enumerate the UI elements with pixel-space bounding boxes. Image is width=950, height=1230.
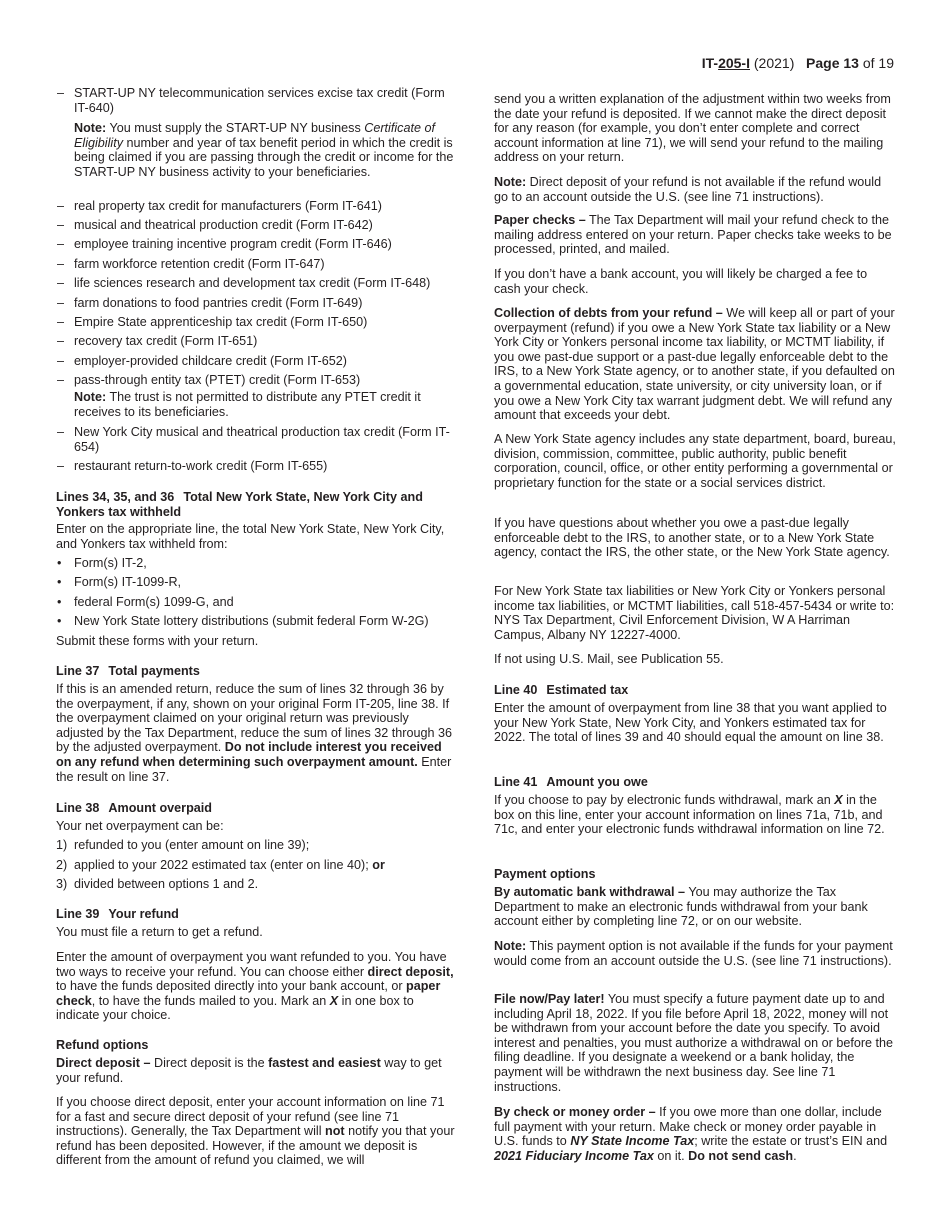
credit-item: – New York City musical and theatrical production tax credit (Form IT-654) xyxy=(57,425,450,454)
credit-item: – musical and theatrical production credit (Form IT-642) xyxy=(57,218,373,232)
paragraph: By automatic bank withdrawal – You may authorize the Tax Department to make an electronic funds withdrawal from your bank account either by completing line 72, or on our website. xyxy=(494,885,868,929)
paragraph: Enter the amount of overpayment from line 38 that you want applied to your New York State, New York City, and Yonkers estimated tax for 2022. The total of lines 39 and 40 should equal the amount on line 38. xyxy=(494,701,887,745)
paragraph: You must file a return to get a refund. xyxy=(56,925,263,939)
credit-item: – employee training incentive program credit (Form IT-646) xyxy=(57,237,392,251)
page-header xyxy=(702,55,894,71)
paragraph: If this is an amended return, reduce the sum of lines 32 through 36 by the overpayment, if any, shown on your original Form IT-205, line 38. If the overpayment claimed on your original return was previously adjusted by the Tax Department, reduce the sum of lines 32 through 36 by the adjusted overpayment. Do not include interest you received on any refund when determining such overpayment amount. Enter the result on line 37. xyxy=(56,682,453,784)
paragraph: If you don’t have a bank account, you will likely be charged a fee to cash your check. xyxy=(494,267,868,296)
section-heading: Refund options xyxy=(56,1038,149,1052)
paragraph: If you have questions about whether you owe a past-due legally enforceable debt to the IRS, to another state, or to a New York State agency, contact the IRS, the other state, or the New York State agency. xyxy=(494,516,890,560)
section-heading: Lines 34, 35, and 36 Total New York State, New York City and Yonkers tax withheld xyxy=(56,490,423,519)
list-item: • New York State lottery distributions (submit federal Form W-2G) xyxy=(57,614,429,628)
credit-item: – farm workforce retention credit (Form IT-647) xyxy=(57,257,325,271)
page-total: of 19 xyxy=(862,55,894,71)
list-item: • Form(s) IT-1099-R, xyxy=(57,575,182,589)
ptet-note: Note: The trust is not permitted to distribute any PTET credit it receives to its beneficiaries. xyxy=(74,390,421,419)
paragraph: By check or money order – If you owe more than one dollar, include full payment with your return. Make check or money order payable in U.S. funds to NY State Income Tax; write the estate or trust’s EIN and 2021 Fiduciary Income Tax on it. Do not send cash. xyxy=(494,1105,888,1163)
section-heading: Line 40 Estimated tax xyxy=(494,683,629,697)
paragraph: Note: This payment option is not available if the funds for your payment would come from an account outside the U.S. (see line 71 instructions). xyxy=(494,939,893,968)
credit-item: – Empire State apprenticeship tax credit (Form IT-650) xyxy=(57,315,368,329)
paragraph: Paper checks – The Tax Department will mail your refund check to the mailing address entered on your return. Paper checks take weeks to be processed, printed, and mailed. xyxy=(494,213,892,257)
paragraph: Enter on the appropriate line, the total New York State, New York City, and Yonkers tax withheld from: xyxy=(56,522,445,551)
credit-item: – real property tax credit for manufacturers (Form IT-641) xyxy=(57,199,382,213)
credit-item: – recovery tax credit (Form IT-651) xyxy=(57,334,258,348)
paragraph: Your net overpayment can be: xyxy=(56,819,224,833)
list-item: 3) divided between options 1 and 2. xyxy=(56,877,259,891)
startup-note: Note: You must supply the START-UP NY business Certificate of Eligibility number and year of tax benefit period in which the credit is being claimed if you are passing through the credit or income for the START-UP NY business activity to your beneficiaries. xyxy=(74,121,454,179)
form-year: (2021) xyxy=(753,55,795,71)
page-number: Page 13 xyxy=(806,55,859,71)
section-heading: Line 39 Your refund xyxy=(56,907,179,921)
credit-item: – pass-through entity tax (PTET) credit (Form IT-653) xyxy=(57,373,361,387)
credit-item: – employer-provided childcare credit (Form IT-652) xyxy=(57,354,347,368)
paragraph: Note: Direct deposit of your refund is not available if the refund would go to an account outside the U.S. (see line 71 instructions). xyxy=(494,175,882,204)
paragraph: If not using U.S. Mail, see Publication 55. xyxy=(494,652,724,666)
section-heading: Line 37 Total payments xyxy=(56,664,200,678)
section-heading: Line 41 Amount you owe xyxy=(494,775,648,789)
credit-item: – life sciences research and development tax credit (Form IT-648) xyxy=(57,276,431,290)
credit-item: – farm donations to food pantries credit (Form IT-649) xyxy=(57,296,363,310)
paragraph: Enter the amount of overpayment you want refunded to you. You have two ways to receive your refund. You can choose either direct deposit, to have the funds deposited directly into your bank account, or paper check, to have the funds mailed to you. Mark an X in one box to indicate your choice. xyxy=(56,950,454,1023)
list-item: 2) applied to your 2022 estimated tax (enter on line 40); or xyxy=(56,858,385,872)
list-item: • federal Form(s) 1099-G, and xyxy=(57,595,234,609)
credit-item: – START-UP NY telecommunication services excise tax credit (Form IT-640) xyxy=(57,86,445,115)
form-number: IT-205-I xyxy=(701,55,750,71)
paragraph: Direct deposit – Direct deposit is the fastest and easiest way to get your refund. xyxy=(56,1056,442,1085)
section-heading: Payment options xyxy=(494,867,596,881)
section-heading: Line 38 Amount overpaid xyxy=(56,801,212,815)
credit-item: – restaurant return-to-work credit (Form IT-655) xyxy=(57,459,328,473)
paragraph: send you a written explanation of the adjustment within two weeks from the date your refund is deposited. If we cannot make the direct deposit for any reason (for example, you don’t enter complete and correct account information at line 71), we will send your refund to the mailing address on your return. xyxy=(494,92,891,165)
paragraph: Collection of debts from your refund – We will keep all or part of your overpayment (refund) if you owe a New York State tax liability or a New York City or Yonkers personal income tax liability, or MCTMT liability, if you owe past-due support or a past-due legally enforceable debt to the IRS, to a New York State agency, or to another state, if you defaulted on a governmental education, state university, or city university loan, or if you owe a New York City tax warrant judgment debt. We will refund any amount that exceeds your debt. xyxy=(494,306,895,423)
list-item: • Form(s) IT-2, xyxy=(57,556,147,570)
paragraph: Submit these forms with your return. xyxy=(56,634,259,648)
paragraph: If you choose to pay by electronic funds withdrawal, mark an X in the box on this line, enter your account information on lines 71a, 71b, and 71c, and enter your electronic funds withdrawal information on line 72. xyxy=(494,793,885,837)
paragraph: File now/Pay later! You must specify a future payment date up to and including April 18, 2022. If you file before April 18, 2022, money will not be withdrawn from your account before the date you specify. To avoid interest and penalties, you must authorize a withdrawal on or before the filing deadline. If you designate a weekend or a bank holiday, the payment will be withdrawn the next business day. See line 71 instructions. xyxy=(494,992,894,1094)
paragraph: If you choose direct deposit, enter your account information on line 71 for a fast and secure direct deposit of your refund (see line 71 instructions). Generally, the Tax Department will not notify you that your refund has been deposited. However, if the amount we deposit is different from the amount of refund you claimed, we will xyxy=(56,1095,455,1168)
paragraph: A New York State agency includes any state department, board, bureau, division, commission, committee, public authority, public benefit corporation, council, office, or other entity performing a governmental or proprietary function for the state or a social services district. xyxy=(494,432,896,490)
paragraph: For New York State tax liabilities or New York City or Yonkers personal income tax liabilities, or MCTMT liabilities, call 518-457-5434 or write to: NYS Tax Department, Civil Enforcement Division, W A Harriman Campus, Albany NY 12227-4000. xyxy=(494,584,895,642)
list-item: 1) refunded to you (enter amount on line 39); xyxy=(56,838,310,852)
